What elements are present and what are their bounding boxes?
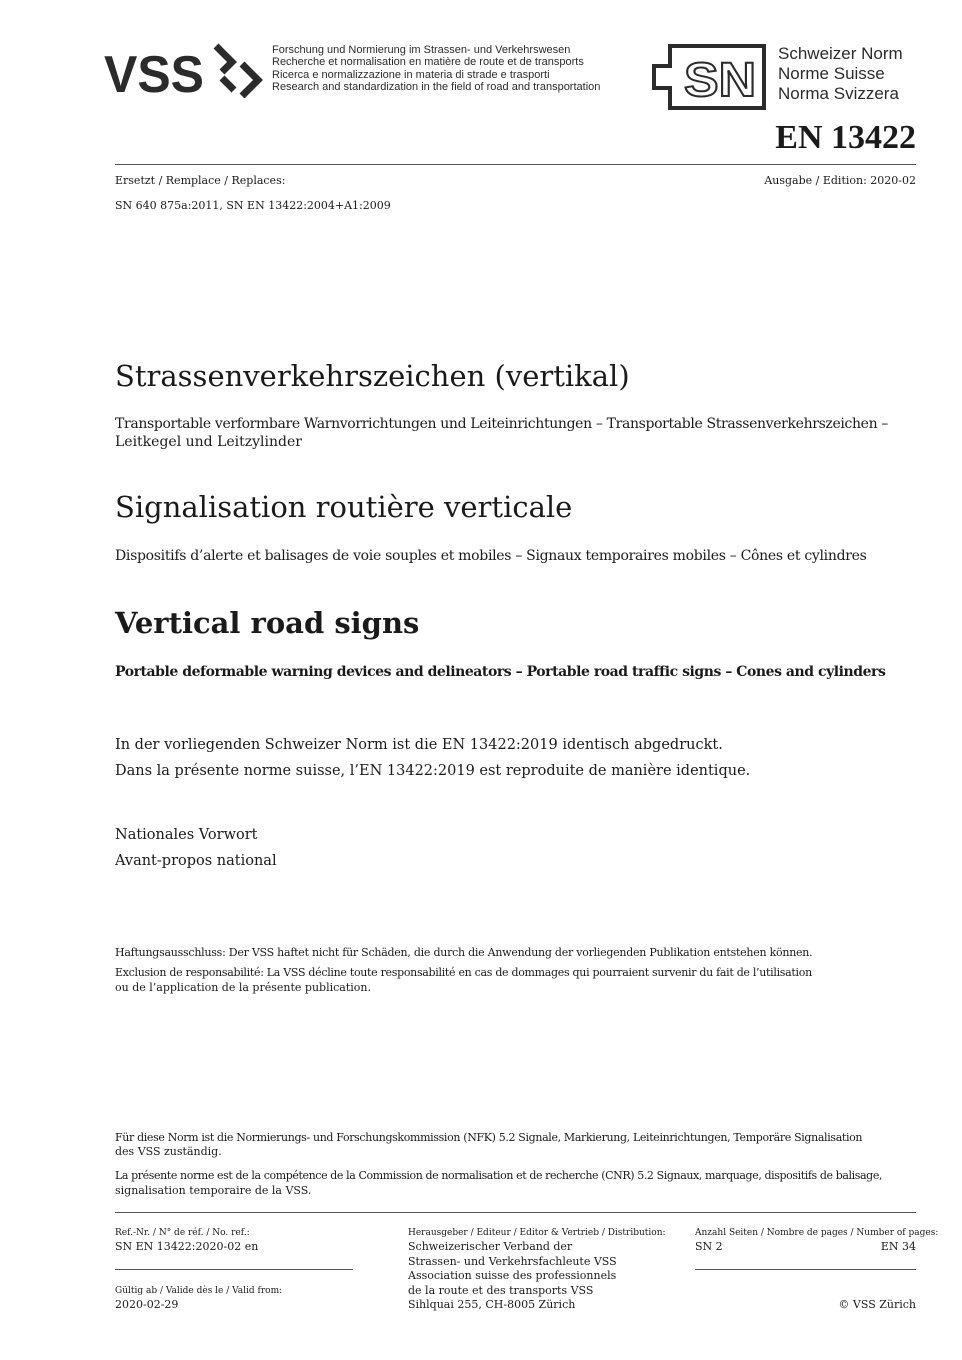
publisher-label: Herausgeber / Editeur / Editor & Vertrieb / Distribution:	[408, 1228, 666, 1238]
sn-name-de: Schweizer Norm	[778, 44, 903, 63]
publisher-line: Strassen- und Verkehrsfachleute VSS	[408, 1254, 617, 1268]
sn-logo	[652, 44, 770, 110]
ref-underline	[115, 1269, 353, 1270]
identity-fr: Dans la présente norme suisse, l’EN 13422:2019 est reproduite de manière identique.	[115, 763, 751, 779]
valid-label: Gültig ab / Valide dès le / Valid from:	[115, 1286, 283, 1296]
vss-logo-text: VSS	[104, 46, 204, 98]
edition: Ausgabe / Edition: 2020-02	[764, 174, 916, 187]
ref-value: SN EN 13422:2020-02 en	[115, 1240, 259, 1253]
vss-tagline-de: Forschung und Normierung im Strassen- und Verkehrswesen	[272, 44, 571, 56]
subtitle-fr: Dispositifs d’alerte et balisages de voie souples et mobiles – Signaux temporaires mobiles – Cônes et cylindres	[115, 548, 867, 564]
disclaimer-fr-1: Exclusion de responsabilité: La VSS décline toute responsabilité en cas de dommages qui pourraient survenir du fait de l’utilisation	[115, 966, 812, 979]
footer-divider	[115, 1212, 916, 1213]
valid-value: 2020-02-29	[115, 1298, 179, 1311]
sn-name-fr: Norme Suisse	[778, 64, 885, 83]
sn-name-it: Norma Svizzera	[778, 84, 899, 103]
publisher-line: Schweizerischer Verband der	[408, 1240, 573, 1253]
vss-taglines	[272, 44, 600, 94]
committee-fr-1: La présente norme est de la compétence de la Commission de normalisation et de recherche (CNR) 5.2 Signaux, marquage, dispositifs de balisage,	[115, 1169, 883, 1182]
title-en: Vertical road signs	[115, 606, 420, 640]
subtitle-de-2: Leitkegel und Leitzylinder	[115, 434, 302, 450]
disclaimer-de: Haftungsausschluss: Der VSS haftet nicht für Schäden, die durch die Anwendung der vorliegenden Publikation entstehen können.	[115, 946, 813, 959]
committee-de-2: des VSS zuständig.	[115, 1145, 222, 1158]
pages-label: Anzahl Seiten / Nombre de pages / Number of pages:	[695, 1228, 939, 1238]
vss-tagline-it: Ricerca e normalizzazione in materia di strade e trasporti	[272, 68, 550, 81]
committee-fr-2: signalisation temporaire de la VSS.	[115, 1184, 312, 1197]
title-de: Strassenverkehrszeichen (vertikal)	[115, 359, 630, 393]
publisher-line: de la route et des transports VSS	[408, 1283, 594, 1297]
publisher-line: Association suisse des professionnels	[408, 1269, 617, 1282]
foreword-de: Nationales Vorwort	[115, 827, 258, 843]
replaces-value: SN 640 875a:2011, SN EN 13422:2004+A1:2009	[115, 199, 391, 212]
vss-logo	[104, 42, 264, 98]
foreword-fr: Avant-propos national	[115, 853, 277, 869]
header-divider	[115, 164, 916, 165]
replaces-label: Ersetzt / Remplace / Replaces:	[115, 174, 286, 187]
disclaimer-fr-2: ou de l’application de la présente publication.	[115, 981, 371, 994]
subtitle-de-1: Transportable verformbare Warnvorrichtungen und Leiteinrichtungen – Transportable Strassenverkehrszeichen –	[115, 416, 889, 432]
subtitle-en: Portable deformable warning devices and delineators – Portable road traffic signs – Cones and cylinders	[115, 664, 886, 680]
pages-underline	[695, 1269, 916, 1270]
identity-de: In der vorliegenden Schweizer Norm ist die EN 13422:2019 identisch abgedruckt.	[115, 737, 723, 753]
title-fr: Signalisation routière verticale	[115, 490, 573, 524]
publisher-block	[408, 1240, 617, 1313]
committee-de-1: Für diese Norm ist die Normierungs- und Forschungskommission (NFK) 5.2 Signale, Markierung, Leiteinrichtungen, Temporäre Signalisation	[115, 1131, 863, 1144]
sn-logo-text: SN	[684, 54, 756, 107]
vss-tagline-fr: Recherche et normalisation en matière de route et de transports	[272, 56, 584, 69]
standard-number: EN 13422	[775, 119, 916, 156]
ref-label: Ref.-Nr. / N° de réf. / No. ref.:	[115, 1228, 250, 1238]
pages-en: EN 34	[880, 1240, 916, 1253]
sn-names	[778, 44, 903, 104]
copyright: © VSS Zürich	[838, 1298, 916, 1311]
pages-sn: SN 2	[695, 1240, 723, 1253]
publisher-line: Sihlquai 255, CH-8005 Zürich	[408, 1298, 576, 1311]
vss-tagline-en: Research and standardization in the field of road and transportation	[272, 81, 601, 94]
